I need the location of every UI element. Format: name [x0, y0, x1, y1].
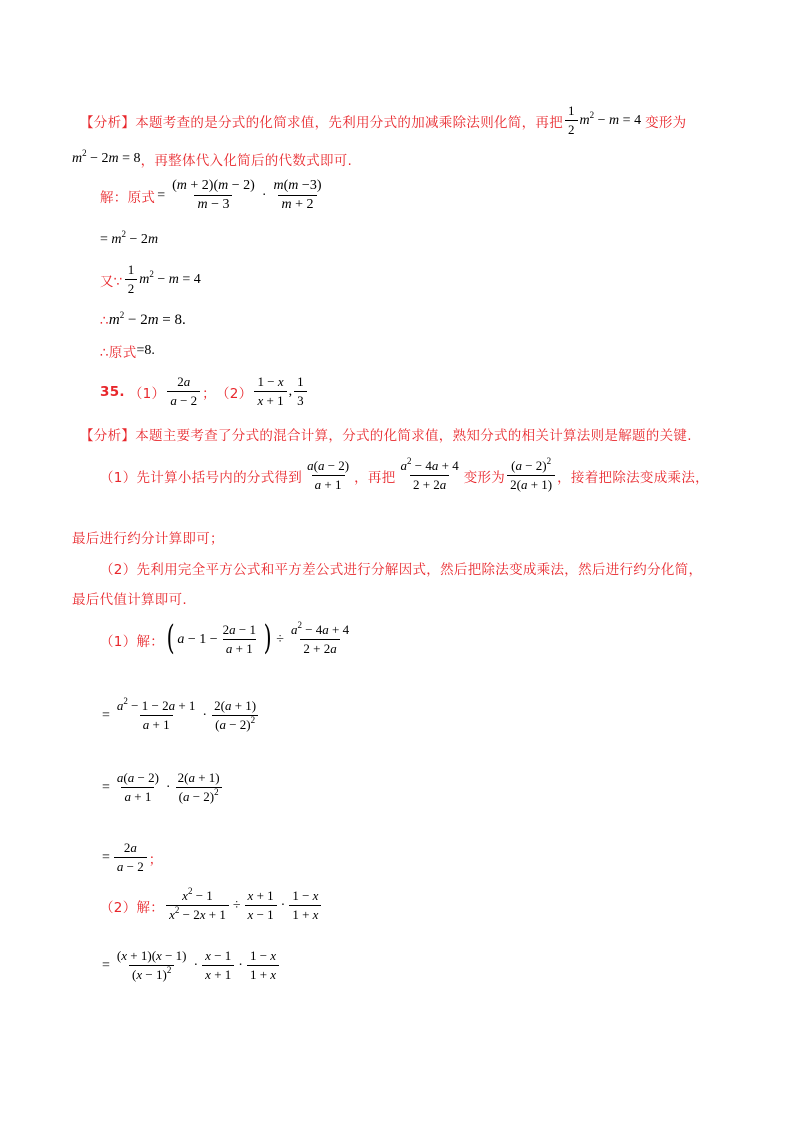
q35-sep: ；	[202, 385, 216, 402]
equation-transformed: $m^2 - 2m = 8$	[72, 148, 141, 166]
fraction-transformed: $\frac{(a - 2)^2}{2(a + 1)}$	[507, 458, 555, 493]
fraction-answer1: $\frac{2a}{a - 2}$	[114, 840, 147, 875]
analysis-text-transform: 变形为	[645, 114, 687, 131]
fraction-1-x-b: $\frac{1 - x}{1 + x}$	[247, 948, 279, 983]
analysis-tag: 【分析】	[80, 114, 136, 131]
analysis2-step1c: 变形为	[463, 469, 506, 486]
solution2-line-6: = $\frac{(x + 1)(x - 1)}{(x - 1)^2}$ · $\frac{x - 1}{x + 1}$ · $\frac{1 - x}{1 + x}$	[100, 948, 281, 983]
therefore-original: ∴原式	[100, 345, 137, 361]
equation-given-2: $m^2 - m = 4$	[139, 268, 201, 287]
fraction-a-a-2: $\frac{a(a - 2)}{a + 1}$	[307, 458, 350, 492]
analysis2-step1b: ，再把	[354, 469, 396, 486]
q35-part1-label: （1）	[128, 385, 166, 402]
analysis2-line-4	[100, 558, 702, 578]
q35-answer-line: 35. （1） $\frac{2a}{a - 2}$ ； （2） $\frac{1 - x}{x + 1}$ , $\frac{1}{3}$	[100, 374, 309, 409]
solution-label: 解：原式	[100, 189, 156, 206]
solution2-line-1: （1）解： ( a − 1 − $\frac{2a - 1}{a + 1}$ ) ÷ $\frac{a^2 - 4a + 4}{2 + 2a}$	[100, 622, 354, 657]
solution2-part2-label: （2）解：	[100, 899, 165, 916]
fraction-x2-1: $\frac{x^2 - 1}{x^2 - 2x + 1}$	[166, 888, 229, 923]
q35-part2-label: （2）	[215, 385, 253, 402]
equation-simplified: = $m^2 - 2m$	[100, 229, 159, 247]
analysis-line-1	[80, 103, 686, 138]
analysis2-step2b: 最后代值计算即可.	[72, 592, 187, 608]
fraction-step3b: $\frac{2(a + 1)}{(a - 2)^2}$	[177, 770, 220, 804]
fraction-divisor: $\frac{a^2 - 4a + 4}{2 + 2a}$	[290, 620, 350, 656]
therefore-symbol: ∴	[100, 312, 109, 329]
analysis2-step2a: （2）先利用完全平方公式和平方差公式进行分解因式，然后把除法变成乘法，然后进行约分化简，	[100, 562, 703, 578]
fraction-x1-x1: $\frac{x + 1}{x - 1}$	[245, 888, 277, 923]
fraction-x-1-over-x1: $\frac{x - 1}{x + 1}$	[202, 948, 234, 983]
analysis-text: 本题考查的是分式的化简求值，先利用分式的加减乘除法则化简，再把	[135, 114, 564, 131]
solution2-part1-label: （1）解：	[100, 633, 165, 650]
again-because: 又∵	[100, 273, 123, 290]
q35-number: 35.	[100, 383, 125, 400]
fraction-half: $\frac{1}{2}$	[565, 103, 578, 138]
left-paren-icon: (	[166, 617, 175, 658]
analysis-text-end: ，再整体代入化简后的代数式即可.	[140, 153, 353, 169]
solution2-line-3: = $\frac{a(a - 2)}{a + 1}$ · $\frac{2(a + 1)}{(a - 2)^2}$	[100, 770, 225, 805]
analysis2-tag: 【分析】	[80, 428, 136, 444]
fraction-step1a: $\frac{(m + 2)(m - 2)}{m - 3}$	[172, 178, 255, 212]
fraction-step2a: $\frac{a^2 - 1 - 2a + 1}{a + 1}$	[116, 696, 196, 732]
solution1-line-2	[100, 229, 159, 248]
solution1-line-4	[100, 312, 186, 329]
solution2-line-2: = $\frac{a^2 - 1 - 2a + 1}{a + 1}$ · $\frac{2(a + 1)}{(a - 2)^2}$	[100, 698, 261, 733]
analysis2-step1d: ，接着把除法变成乘法，	[557, 469, 709, 486]
fraction-step2b: $\frac{2(a + 1)}{(a - 2)^2}$	[214, 698, 257, 732]
fraction-2a-1: $\frac{2a - 1}{a + 1}$	[222, 622, 256, 656]
analysis2-line-1	[80, 424, 692, 444]
equation-result: $m^2 - 2m = 8$.	[108, 310, 186, 328]
part1-end: ；	[148, 851, 163, 868]
analysis2-line-5	[72, 588, 187, 608]
analysis2-step1e: 最后进行约分计算即可；	[72, 531, 224, 547]
fraction-factored: $\frac{(x + 1)(x - 1)}{(x - 1)^2}$	[116, 948, 187, 982]
solution1-line-3	[100, 262, 201, 297]
equation-given: $m^2 - m = 4$	[579, 109, 642, 128]
q35-answer2-value: $\frac{1}{3}$	[294, 374, 307, 409]
fraction-a2-4a-4: $\frac{a^2 - 4a + 4}{2 + 2a}$	[400, 456, 459, 492]
fraction-half-2: $\frac{1}{2}$	[125, 262, 138, 297]
analysis2-text: 本题主要考查了分式的混合计算，分式的化简求值，熟知分式的相关计算法则是解题的关键.	[135, 428, 692, 444]
analysis2-line-2	[100, 458, 709, 493]
solution2-line-5: （2）解： $\frac{x^2 - 1}{x^2 - 2x + 1}$ ÷ $\frac{x + 1}{x - 1}$ · $\frac{1 - x}{1 + x}$	[100, 888, 323, 923]
right-paren-icon: )	[263, 617, 272, 658]
analysis2-step1a: （1）先计算小括号内的分式得到	[100, 469, 303, 486]
fraction-step1b: $\frac{m(m -3)}{m + 2}$	[273, 178, 322, 212]
final-result: 8.	[144, 343, 155, 358]
solution2-line-4: = $\frac{2a}{a - 2}$ ；	[102, 840, 163, 874]
q35-answer2-expr: $\frac{1 - x}{x + 1}$	[254, 374, 286, 409]
solution1-line-1: 解：原式 = $\frac{(m + 2)(m - 2)}{m - 3}$ · $\frac{m(m -3)}{m + 2}$	[100, 178, 326, 213]
fraction-1-x: $\frac{1 - x}{1 + x}$	[289, 888, 321, 923]
solution1-line-5	[100, 341, 155, 361]
analysis-line-2	[72, 149, 352, 169]
q35-answer1: $\frac{2a}{a - 2}$	[167, 374, 200, 409]
analysis2-line-3	[72, 527, 224, 547]
equals-sign: =	[136, 343, 145, 358]
fraction-step3a: $\frac{a(a - 2)}{a + 1}$	[116, 770, 159, 804]
